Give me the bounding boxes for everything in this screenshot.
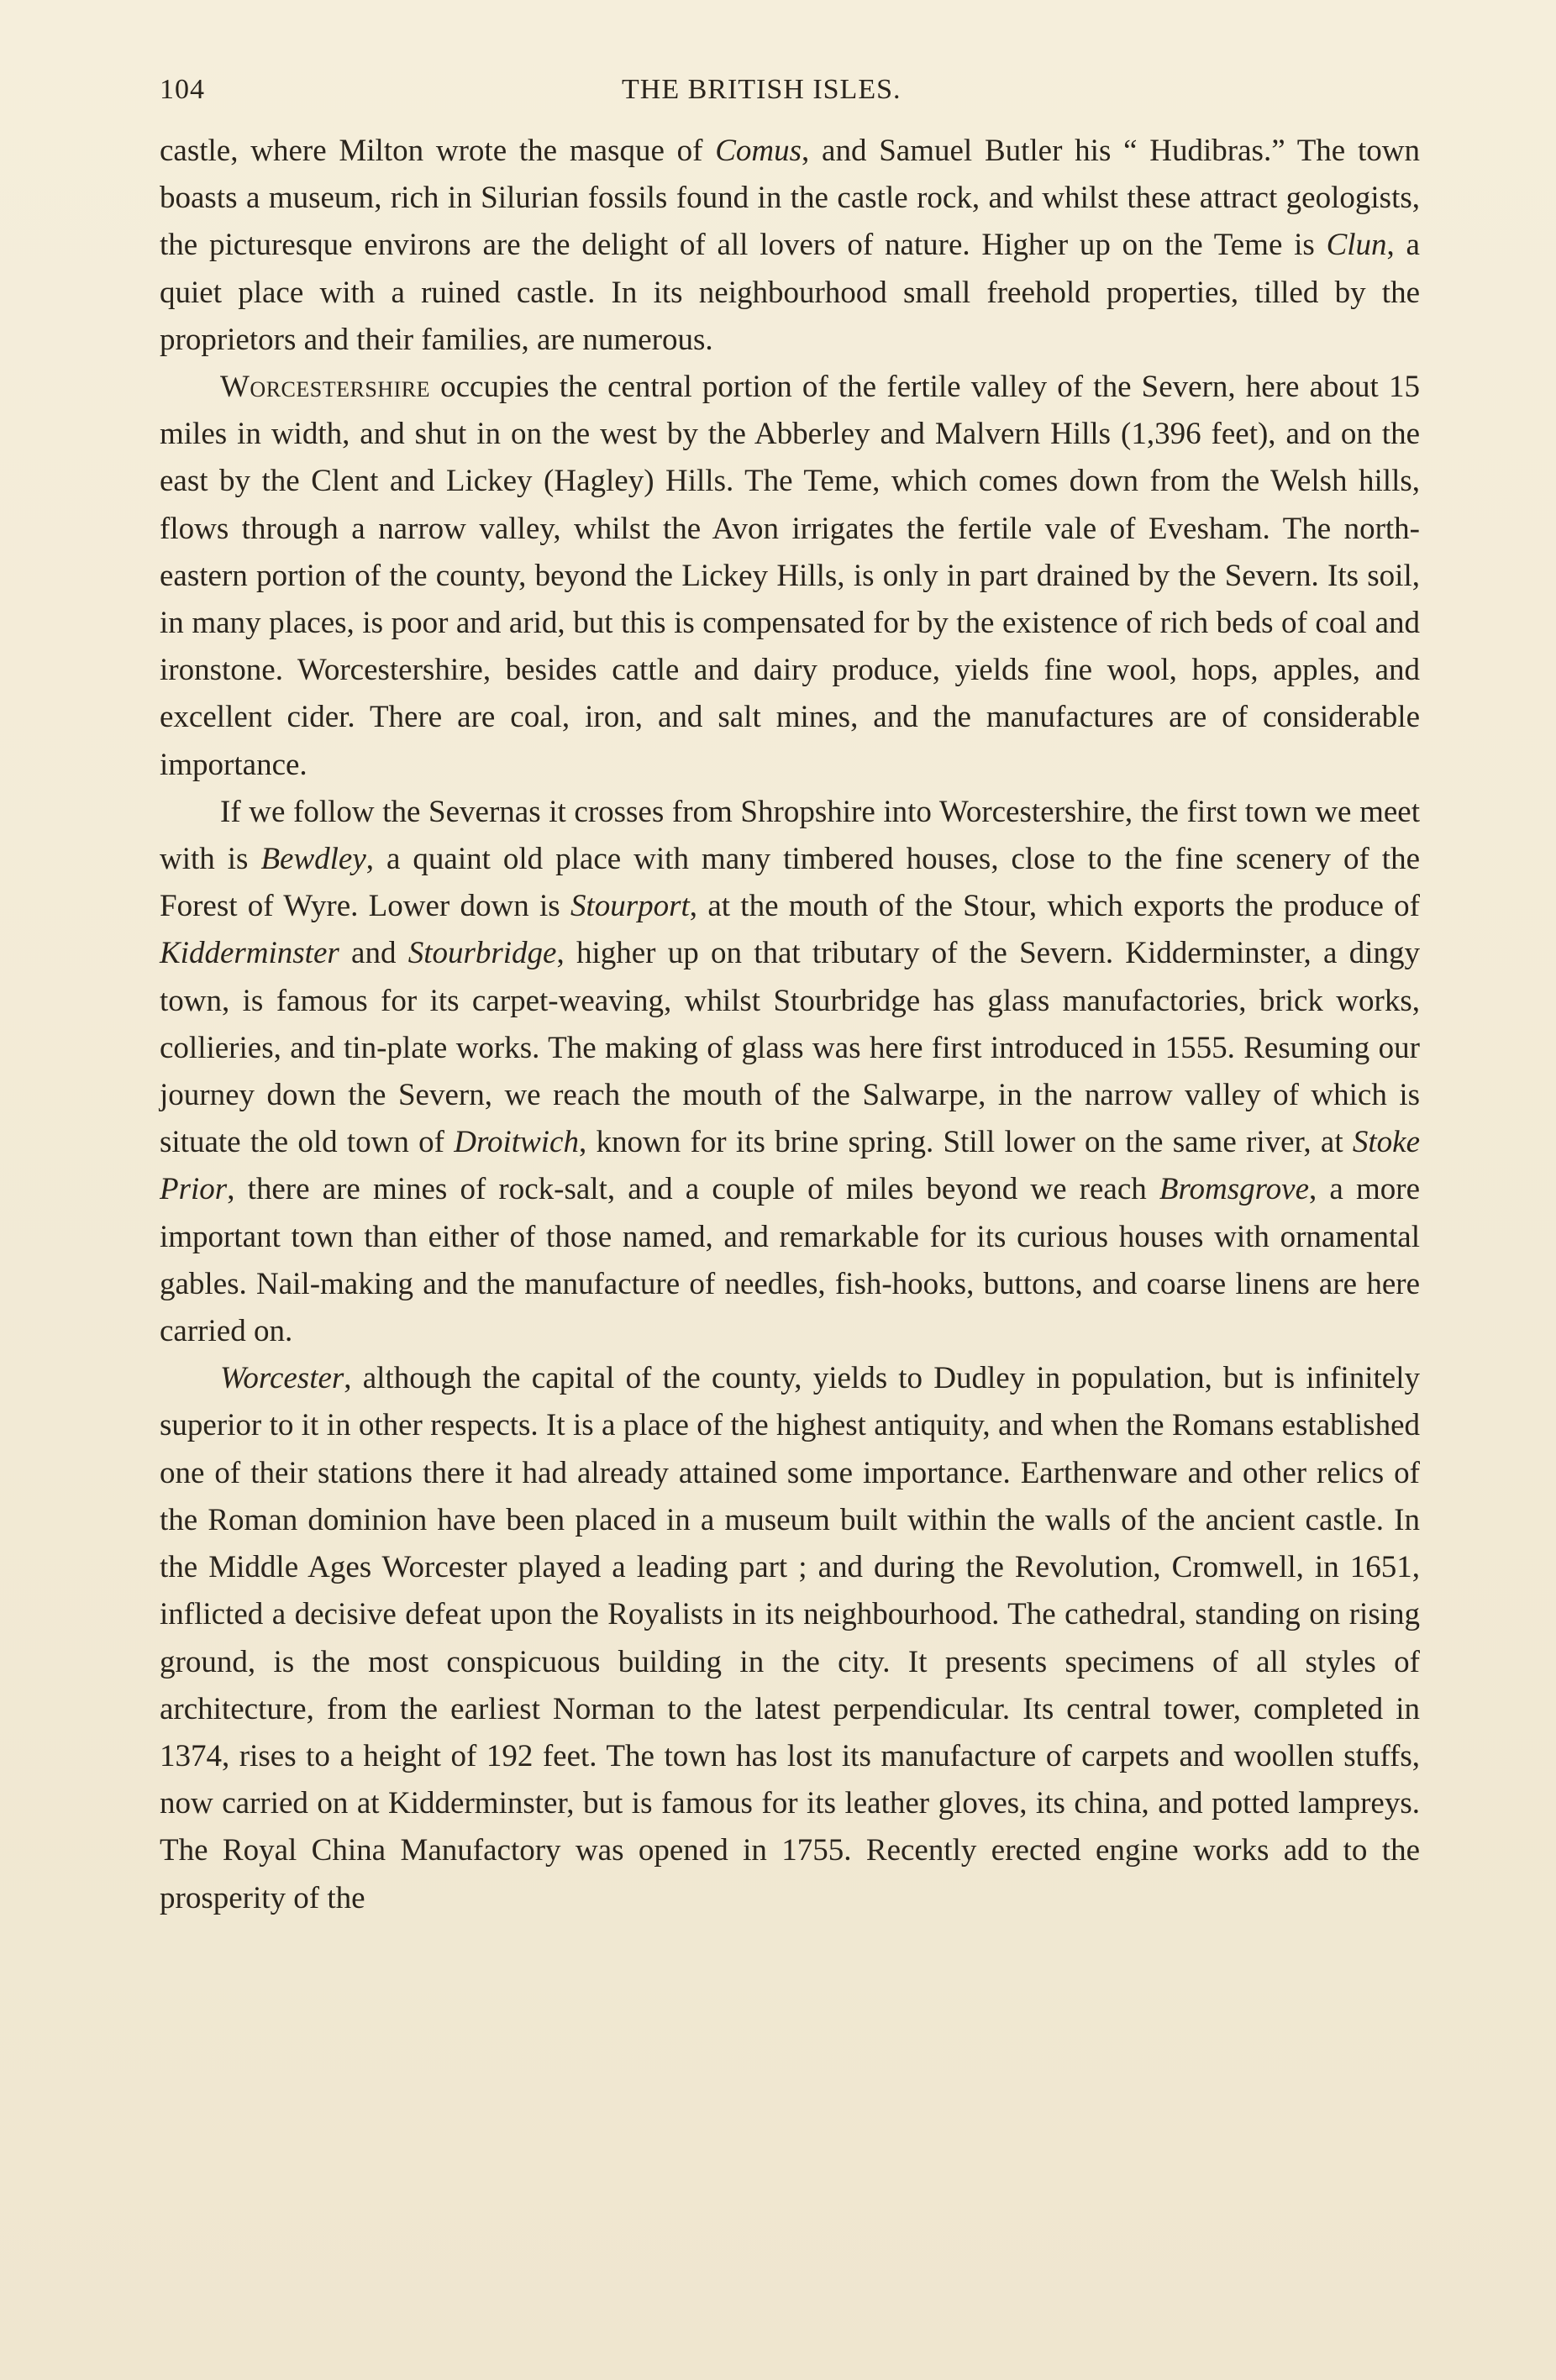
text-segment: , a quiet place with a ruined castle. In its neighbourhood small freehold properties, tilled by the proprietors and their families, are numerous. bbox=[160, 228, 1420, 357]
text-segment: , although the capital of the county, yields to Dudley in population, but is infinitely superior to it in other respects. It is a place of the highest antiquity, and when the Romans established one of their stations there it had already attained some importance. Earthenware and other relics of the Roman dominion have been placed in a museum built within the walls of the ancient castle. In the Middle Ages Worcester played a leading part ; and during the Revolution, Cromwell, in 1651, inflicted a decisive defeat upon the Royalists in its neighbourhood. The cathedral, standing on rising ground, is the most conspicuous building in the city. It presents specimens of all styles of architecture, from the earliest Norman to the latest perpendicular. Its central tower, completed in 1374, rises to a height of 192 feet. The town has lost its manufacture of carpets and woollen stuffs, now carried on at Kidderminster, but is famous for its leather gloves, its china, and potted lampreys. The Royal China Manufactory was opened in 1755. Recently erected engine works add to the prosperity of the bbox=[160, 1361, 1420, 1915]
text-segment: , higher up on that tributary of the Severn. Kidderminster, a dingy town, is famous for its carpet-weaving, whilst Stourbridge has glass manufactories, brick works, collieries, and tin-plate works. The making of glass was here first introduced in 1555. Resuming our journey down the Severn, we reach the mouth of the Salwarpe, in the narrow valley of which is situate the old town of bbox=[160, 936, 1420, 1160]
paragraph-severn-towns bbox=[160, 789, 1420, 1355]
italic-place-bromsgrove: Bromsgrove bbox=[1159, 1172, 1310, 1207]
page-number: 104 bbox=[160, 74, 205, 105]
italic-place-worcester: Worcester bbox=[220, 1361, 344, 1396]
paragraph-worcestershire bbox=[160, 364, 1420, 789]
text-segment: , known for its brine spring. Still lower on the same river, at bbox=[578, 1125, 1353, 1160]
text-segment: , there are mines of rock-salt, and a couple of miles beyond we reach bbox=[227, 1172, 1159, 1207]
italic-place-kidderminster: Kidderminster bbox=[160, 936, 339, 971]
paragraph-worcester bbox=[160, 1355, 1420, 1921]
running-head bbox=[160, 66, 1420, 116]
italic-place-droitwich: Droitwich bbox=[454, 1125, 579, 1160]
text-segment: If we follow the Severnas it crosses from Shropshire into Worcestershire, the first town we meet with is bbox=[160, 794, 1420, 877]
italic-place-stourport: Stourport bbox=[570, 889, 690, 924]
text-segment: occupies the central portion of the fertile valley of the Severn, here about 15 miles in width, and shut in on the west by the Abberley and Malvern Hills (1,396 feet), and on the east by the Clent and Lickey (Hagley) Hills. The Teme, which comes down from the Welsh hills, flows through a narrow valley, whilst the Avon irrigates the fertile vale of Evesham. The north-eastern portion of the county, beyond the Lickey Hills, is only in part drained by the Severn. Its soil, in many places, is poor and arid, but this is compensated for by the existence of rich beds of coal and ironstone. Worcestershire, besides cattle and dairy produce, yields fine wool, hops, apples, and excellent cider. There are coal, iron, and salt mines, and the manufactures are of considerable importance. bbox=[160, 370, 1420, 782]
body-text bbox=[160, 128, 1420, 1922]
text-segment: , at the mouth of the Stour, which exports the produce of bbox=[689, 889, 1420, 924]
smallcaps-worcestershire: Worcestershire bbox=[220, 370, 430, 405]
italic-place-stoke-prior: Stoke Prior bbox=[160, 1125, 1421, 1207]
text-segment: , a more important town than either of those named, and remarkable for its curious houses with ornamental gables. Nail-making and the manufacture of needles, fish-hooks, buttons, and coarse linens are here carried on. bbox=[160, 1172, 1420, 1349]
running-title: THE BRITISH ISLES. bbox=[622, 74, 902, 105]
italic-term-comus: Comus bbox=[715, 134, 802, 168]
italic-place-clun: Clun bbox=[1326, 228, 1387, 263]
italic-place-bewdley: Bewdley bbox=[260, 842, 366, 877]
text-segment: and bbox=[339, 936, 408, 971]
italic-place-stourbridge: Stourbridge bbox=[407, 936, 557, 971]
text-segment: , a quaint old place with many timbered houses, close to the fine scenery of the Forest of Wyre. Lower down is bbox=[160, 842, 1420, 924]
paragraph-shropshire-continuation bbox=[160, 128, 1420, 364]
text-segment: castle, where Milton wrote the masque of bbox=[160, 134, 716, 168]
text-segment: , and Samuel Butler his “ Hudibras.” The town boasts a museum, rich in Silurian fossils found in the castle rock, and whilst these attract geologists, the picturesque environs are the delight of all lovers of nature. Higher up on the Teme is bbox=[160, 134, 1420, 263]
